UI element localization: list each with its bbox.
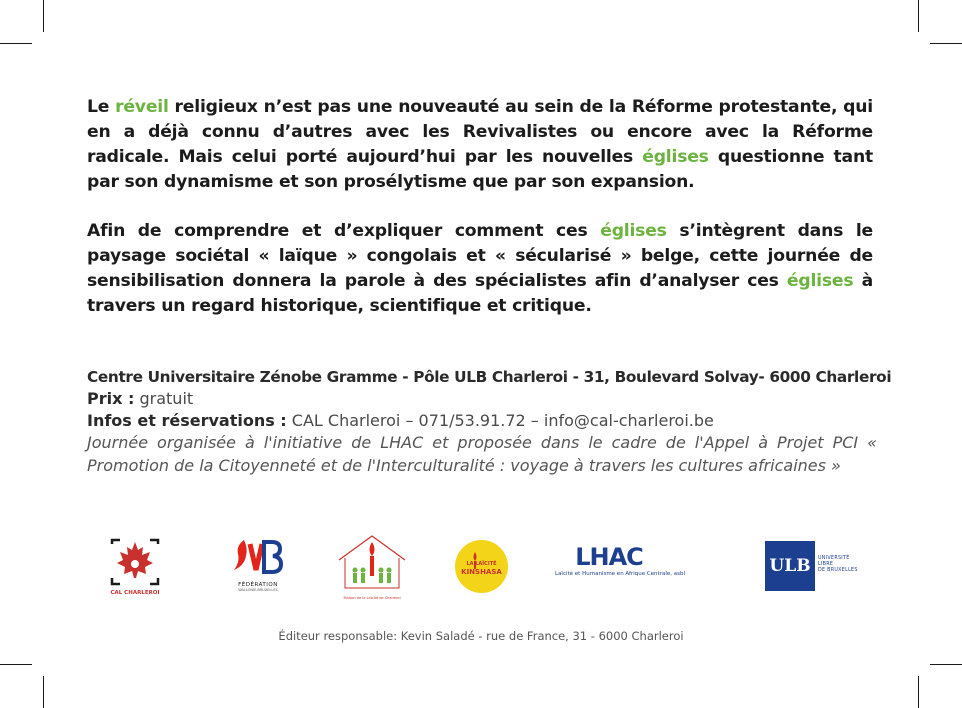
lhac-tagline: Laïcité et Humanisme en Afrique Centrale, asbl bbox=[555, 571, 685, 577]
ulb-line: UNIVERSITÉ bbox=[818, 556, 850, 561]
house-torch-icon bbox=[333, 532, 411, 592]
maison-label: Maison de la Laïcité de Charleroi bbox=[343, 596, 401, 600]
crop-mark bbox=[930, 664, 962, 665]
intro-paragraph bbox=[87, 95, 873, 195]
crop-mark bbox=[43, 676, 44, 708]
crop-mark bbox=[930, 43, 962, 44]
booking-line bbox=[87, 410, 877, 433]
crop-mark bbox=[918, 0, 919, 32]
lhac-logo bbox=[555, 543, 685, 587]
text: questionne tant par son dynamisme et son prosélytisme que par son expansion. bbox=[87, 147, 873, 192]
highlight-word: églises bbox=[642, 147, 709, 167]
editor-credit: Éditeur responsable: Kevin Saladé - rue de France, 31 - 6000 Charleroi bbox=[278, 629, 684, 643]
text: Afin de comprendre et d’expliquer comment ces bbox=[87, 221, 601, 241]
venue-address: Centre Universitaire Zénobe Gramme - Pôle ULB Charleroi - 31, Boulevard Solvay- 6000 Charleroi bbox=[87, 368, 892, 386]
price-line bbox=[87, 388, 877, 411]
laicite-kinshasa-logo bbox=[455, 540, 508, 593]
purpose-paragraph bbox=[87, 219, 873, 319]
federation-logo bbox=[230, 536, 286, 598]
maison-laicite-logo bbox=[333, 532, 411, 600]
crop-mark bbox=[0, 43, 32, 44]
kinshasa-label: KINSHASA bbox=[461, 568, 502, 576]
cal-charleroi-logo bbox=[108, 538, 162, 598]
highlight-word: églises bbox=[786, 271, 854, 291]
ulb-line: DE BRUXELLES bbox=[818, 568, 858, 573]
price-value: gratuit bbox=[139, 389, 194, 408]
crop-mark bbox=[0, 664, 32, 665]
maple-leaf-icon bbox=[108, 538, 162, 586]
ulb-line: LIBRE bbox=[818, 562, 834, 567]
organizer-note: Journée organisée à l'initiative de LHAC et proposée dans le cadre de l'Appel à Projet PCI « Promotion de la Citoyenneté et de l'Interculturalité : voyage à travers les cultures africaines » bbox=[87, 433, 877, 475]
text: Le bbox=[87, 97, 116, 117]
ulb-wordmark: ULB bbox=[769, 556, 811, 576]
crop-mark bbox=[918, 676, 919, 708]
federation-label: FÉDÉRATION bbox=[238, 582, 278, 588]
federation-sublabel: WALLONIE-BRUXELLES bbox=[238, 588, 278, 592]
laicite-label: LA LAÏCITÉ bbox=[466, 561, 497, 567]
crop-mark bbox=[43, 0, 44, 32]
lhac-wordmark: LHAC bbox=[575, 543, 643, 571]
highlight-word: églises bbox=[600, 221, 667, 241]
ulb-block bbox=[765, 541, 815, 591]
federation-emblem-icon bbox=[230, 536, 286, 578]
ulb-logo bbox=[765, 541, 861, 591]
highlight-word: réveil bbox=[115, 97, 169, 117]
booking-label: Infos et réservations : bbox=[87, 411, 287, 430]
text: religieux n’est pas une nouveauté au sein de la Réforme protestante, qui en a déjà connu d’autres avec les Revivalistes ou encore avec la Réforme radicale. Mais celui porté aujourd’hui par les nouvelles bbox=[87, 97, 873, 167]
booking-value: CAL Charleroi – 071/53.91.72 – info@cal-charleroi.be bbox=[291, 411, 714, 430]
price-label: Prix : bbox=[87, 389, 135, 408]
text: à travers un regard historique, scientifique et critique. bbox=[87, 271, 873, 316]
text: s’intègrent dans le paysage sociétal « laïque » congolais et « sécularisé » belge, cette journée de sensibilisation donnera la parole à des spécialistes afin d’analyser ces bbox=[87, 221, 873, 291]
ulb-fullname bbox=[818, 556, 858, 574]
cal-logo-label: CAL CHARLEROI bbox=[110, 590, 160, 596]
